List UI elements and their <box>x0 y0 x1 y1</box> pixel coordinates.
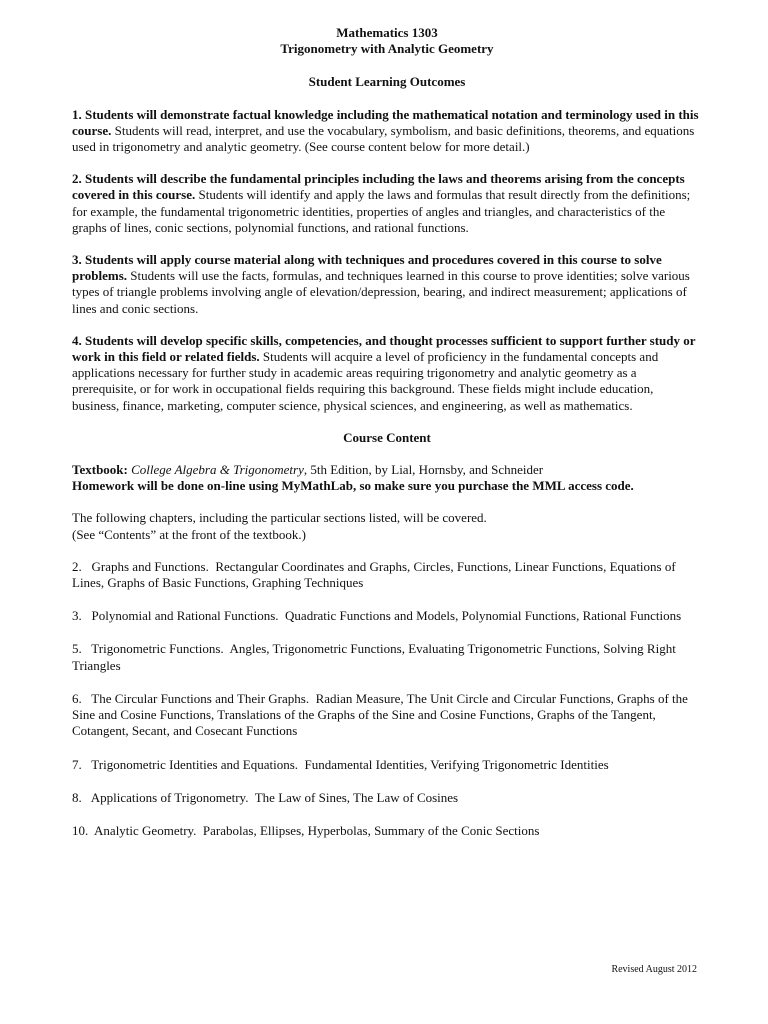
outcome-4-detail: Students will acquire a level of proficiency in the fundamental concepts and applications necessary for further study in academic areas requiring trigonometry and analytic geometry as a prerequisite, or for work in occupational fields requiring this background. These fields might include education, business, finance, marketing, computer science, physical sciences, and engineering, as well as mathematics. <box>72 349 659 413</box>
chapter-item: 2. Graphs and Functions. Rectangular Coordinates and Graphs, Circles, Functions, Linear Functions, Equations of Lines, Graphs of Basic Functions, Graphing Techniques <box>72 558 679 591</box>
outcome-4 <box>72 333 702 414</box>
textbook-line <box>72 462 702 478</box>
textbook-label: Textbook: <box>72 462 128 478</box>
chapter-item: 8. Applications of Trigonometry. The Law of Sines, The Law of Cosines <box>72 789 459 805</box>
outcome-3-statement: 3. Students will apply course material along with techniques and procedures covered in this course to solve problems. <box>72 252 662 284</box>
outcome-2 <box>72 171 702 236</box>
textbook-title: College Algebra & Trigonometry <box>131 462 304 478</box>
textbook-block <box>72 462 702 494</box>
revision-date: Revised August 2012 <box>611 964 697 975</box>
outcome-1-detail: Students will read, interpret, and use the vocabulary, symbolism, and basic definitions, theorems, and equations used in trigonometry and analytic geometry. (See course content below for more detail.) <box>72 122 695 155</box>
outcome-3 <box>72 252 702 317</box>
chapters-intro <box>72 510 702 542</box>
course-number: Mathematics 1303 <box>336 25 438 40</box>
chapter-item: 6. The Circular Functions and Their Graphs. Radian Measure, The Unit Circle and Circular Functions, Graphs of the Sine and Cosine Functions, Translations of the Graphs of the Sine and Cosine Functions, Graphs of the Tangent, Cotangent, Secant, and Cosecant Functions <box>72 690 692 739</box>
chapter-item: 3. Polynomial and Rational Functions. Quadratic Functions and Models, Polynomial Functions, Rational Functions <box>72 608 682 624</box>
outcome-4-statement: 4. Students will develop specific skills, competencies, and thought processes sufficient to support further study or work in this field or related fields. <box>72 332 696 365</box>
course-content-heading: Course Content <box>343 429 431 445</box>
outcome-1-statement: 1. Students will demonstrate factual knowledge including the mathematical notation and terminology used in this course. <box>72 106 699 138</box>
outcome-2-detail: Students will identify and apply the laws and formulas that result directly from the definitions; for example, the fundamental trigonometric identities, properties of angles and triangles, and characteristics of the graphs of lines, conic sections, polynomial functions, and rational functions. <box>72 187 691 235</box>
outcomes-heading: Student Learning Outcomes <box>308 74 466 90</box>
course-title: Trigonometry with Analytic Geometry <box>280 41 494 57</box>
document-body <box>72 25 702 839</box>
chapter-item: 5. Trigonometric Functions. Angles, Trigonometric Functions, Evaluating Trigonometric Functions, Solving Right Triangles <box>72 641 679 673</box>
outcome-3-detail: Students will use the facts, formulas, and techniques learned in this course to prove identities; solve various types of triangle problems involving angle of elevation/depression, bearing, and indirect measurement; applications of lines and conic sections. <box>72 268 690 316</box>
homework-note: Homework will be done on-line using MyMathLab, so make sure you purchase the MML access code. <box>72 478 634 494</box>
outcome-1 <box>72 107 702 156</box>
outcome-2-statement: 2. Students will describe the fundamental principles including the laws and theorems arising from the concepts covered in this course. <box>72 171 685 203</box>
textbook-edition: , 5th Edition, by Lial, Hornsby, and Schneider <box>303 462 544 478</box>
chapter-item: 10. Analytic Geometry. Parabolas, Ellipses, Hyperbolas, Summary of the Conic Sections <box>72 822 540 838</box>
chapters-intro-line-2: (See “Contents” at the front of the textbook.) <box>72 526 306 542</box>
chapters-intro-line-1: The following chapters, including the particular sections listed, will be covered. <box>72 510 487 526</box>
chapter-item: 7. Trigonometric Identities and Equations. Fundamental Identities, Verifying Trigonometric Identities <box>72 756 609 772</box>
